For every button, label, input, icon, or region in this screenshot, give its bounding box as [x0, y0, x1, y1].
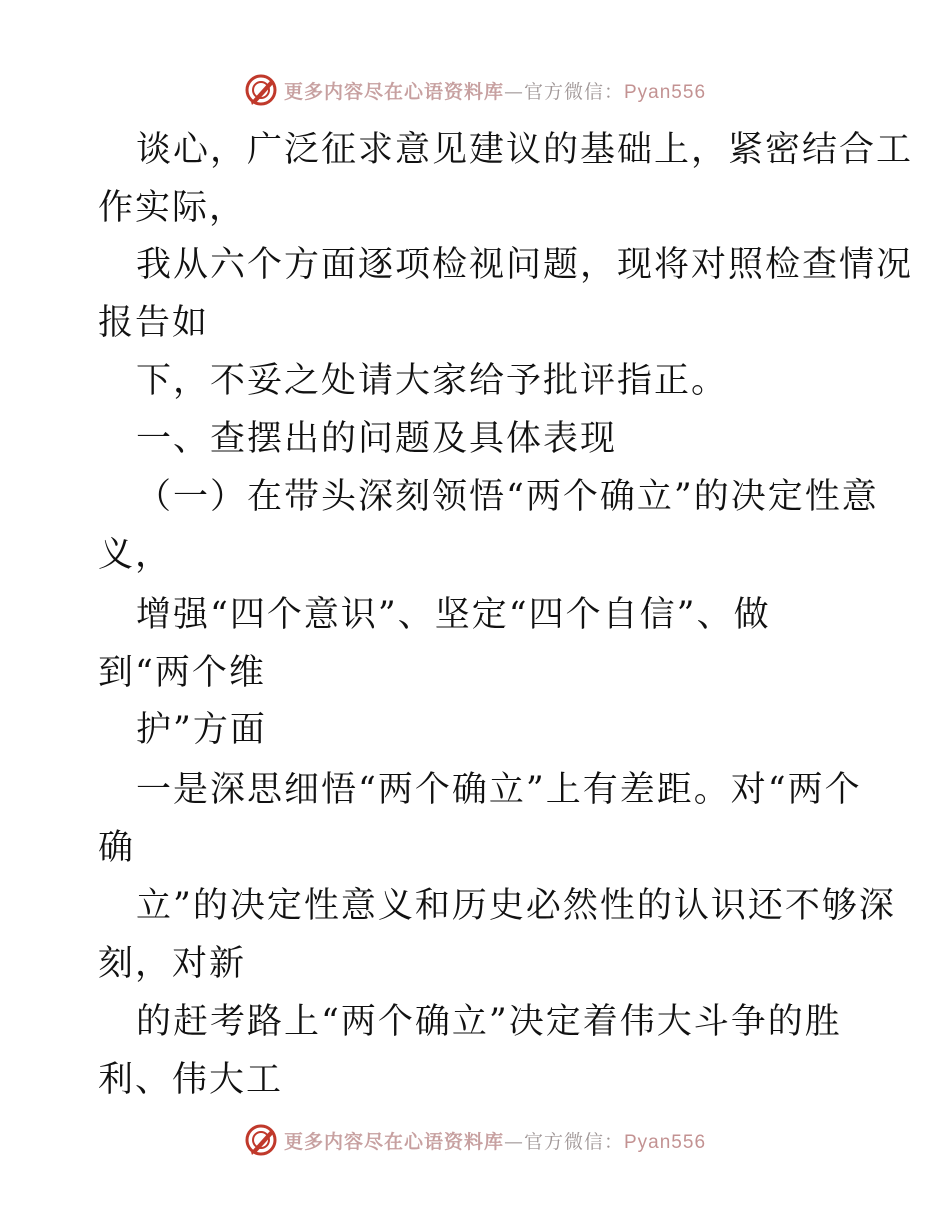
watermark-account: Pyan556 [624, 1131, 707, 1153]
watermark-site-text: 更多内容尽在心语资料库 [283, 1130, 504, 1153]
footer-watermark [0, 1120, 950, 1160]
text-line: 确 [98, 828, 136, 868]
watermark-wechat-label: 官方微信： [523, 1130, 624, 1153]
watermark-separator: — [503, 80, 524, 103]
text-line: 利、伟大工 [98, 1060, 284, 1100]
text-line: 刻，对新 [98, 944, 247, 984]
watermark-wechat-label: 官方微信： [523, 80, 624, 103]
text-line: 谈心，广泛征求意见建议的基础上，紧密结合工 [136, 130, 914, 170]
text-line: 下，不妥之处请大家给予批评指正。 [136, 361, 729, 401]
pen-logo-icon [244, 1123, 278, 1157]
text-line: 义， [98, 535, 173, 575]
text-line: 报告如 [98, 303, 210, 343]
text-line: 一是深思细悟“两个确立”上有差距。对“两个 [136, 770, 862, 810]
text-line: 作实际， [98, 188, 247, 228]
watermark-account: Pyan556 [624, 81, 707, 103]
watermark-separator: — [503, 1130, 524, 1153]
text-line: 到“两个维 [98, 653, 266, 693]
text-line: 增强“四个意识”、坚定“四个自信”、做 [136, 595, 771, 635]
watermark-site-text: 更多内容尽在心语资料库 [283, 80, 504, 103]
section-heading: 一、查摆出的问题及具体表现 [136, 419, 618, 459]
text-line: 我从六个方面逐项检视问题，现将对照检查情况 [136, 245, 914, 285]
watermark-text [284, 1127, 706, 1154]
text-line: 护”方面 [136, 710, 267, 750]
text-line: 的赶考路上“两个确立”决定着伟大斗争的胜 [136, 1002, 842, 1042]
subsection-heading: （一）在带头深刻领悟“两个确立”的决定性意 [136, 477, 879, 517]
text-line: 立”的决定性意义和历史必然性的认识还不够深 [136, 886, 896, 926]
